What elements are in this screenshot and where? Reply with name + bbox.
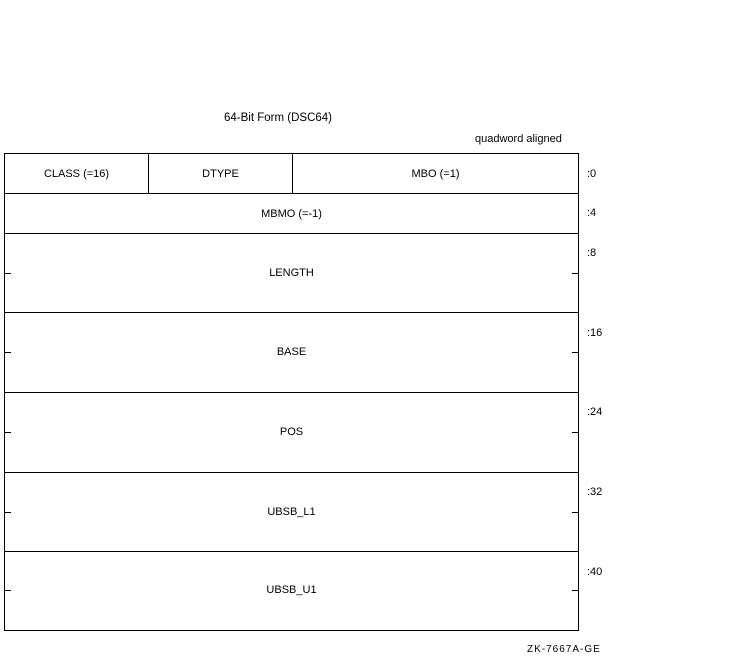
quadword-row-32 — [5, 473, 578, 552]
dtype-field: DTYPE — [149, 154, 293, 193]
ubsb-u1-field: UBSB_U1 — [266, 584, 317, 596]
tick-left-24 — [5, 432, 11, 433]
diagram-title: 64-Bit Form (DSC64) — [224, 112, 332, 124]
quadword-row-16 — [5, 313, 578, 393]
tick-left-40 — [5, 590, 11, 591]
quadword-row-8 — [5, 234, 578, 313]
ubsb-l1-field: UBSB_L1 — [267, 506, 316, 518]
offset-label: :0 — [587, 168, 597, 180]
longword-row-4 — [5, 194, 578, 234]
tick-left-16 — [5, 352, 11, 353]
pos-field: POS — [279, 426, 304, 438]
quadword-row-24 — [5, 393, 578, 473]
quadword-row-40 — [5, 552, 578, 630]
base-field: BASE — [276, 346, 307, 358]
alignment-note: quadword aligned — [475, 133, 562, 145]
tick-right-8 — [572, 273, 578, 274]
tick-left-32 — [5, 512, 11, 513]
tick-right-16 — [572, 352, 578, 353]
offset-label: :40 — [587, 566, 603, 578]
class-field: CLASS (=16) — [5, 154, 149, 193]
mbo-field: MBO (=1) — [411, 167, 460, 180]
offset-label: :16 — [587, 327, 603, 339]
figure-id: ZK-7667A-GE — [527, 644, 601, 655]
descriptor-layout — [4, 153, 579, 631]
offset-label: :8 — [587, 247, 597, 259]
offset-label: :24 — [587, 406, 603, 418]
longword-row-0 — [5, 154, 578, 194]
offset-label: :32 — [587, 486, 603, 498]
tick-left-8 — [5, 273, 11, 274]
tick-right-24 — [572, 432, 578, 433]
tick-right-40 — [572, 590, 578, 591]
offset-label: :4 — [587, 207, 597, 219]
length-field: LENGTH — [269, 267, 314, 279]
mbmo-field: MBMO (=-1) — [261, 207, 322, 220]
tick-right-32 — [572, 512, 578, 513]
